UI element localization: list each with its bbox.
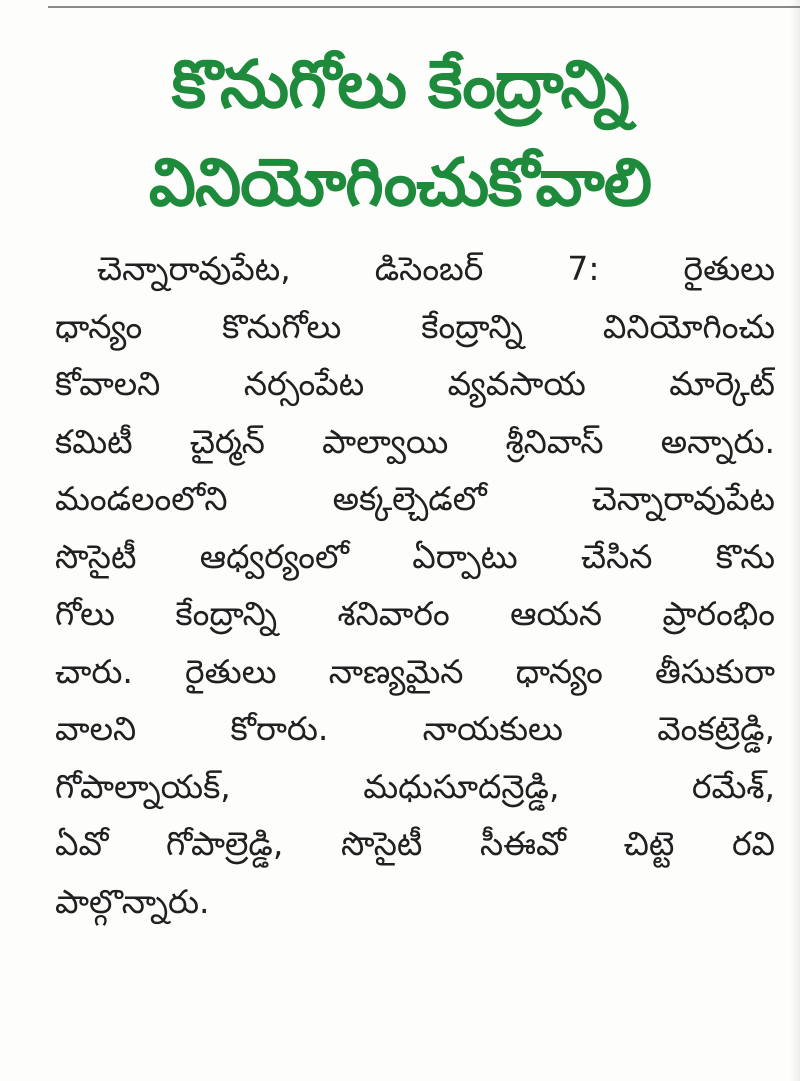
body-line-2: ధాన్యం కొనుగోలు కేంద్రాన్ని వినియోగించు	[55, 306, 775, 346]
body-line-12: పాల్గొన్నారు.	[55, 881, 210, 921]
body-line-8: చారు. రైతులు నాణ్యమైన ధాన్యం తీసుకురా	[55, 651, 775, 691]
body-line-9: వాలని కోరారు. నాయకులు వెంకట్రెడ్డి,	[55, 709, 775, 748]
body-line-11: ఏవో గోపాల్రెడ్డి, సొసైటీ సీఈవో చిట్టె రవి	[55, 824, 775, 863]
headline-line-2: వినియోగించుకోవాలి	[148, 144, 652, 221]
body-line-4: కమిటీ చైర్మన్ పాల్వాయి శ్రీనివాస్ అన్నారు.	[55, 421, 775, 461]
body-line-5: మండలంలోని అక్కల్చెడలో చెన్నారావుపేట	[55, 479, 775, 518]
body-line-3: కోవాలని నర్సంపేట వ్యవసాయ మార్కెట్	[55, 364, 775, 403]
body-line-6: సొసైటీ ఆధ్వర్యంలో ఏర్పాటు చేసిన కొను	[55, 536, 775, 576]
headline-line-1: కొనుగోలు కేంద్రాన్ని	[171, 46, 629, 123]
page-edge-shadow	[790, 0, 800, 1081]
body-line-7: గోలు కేంద్రాన్ని శనివారం ఆయన ప్రారంభిం	[55, 594, 775, 633]
article-body	[55, 240, 775, 930]
body-line-10: గోపాల్నాయక్, మధుసూదన్రెడ్డి, రమేశ్,	[55, 766, 775, 806]
body-line-1: చెన్నారావుపేట, డిసెంబర్ 7: రైతులు	[97, 249, 775, 288]
top-divider	[48, 6, 800, 8]
